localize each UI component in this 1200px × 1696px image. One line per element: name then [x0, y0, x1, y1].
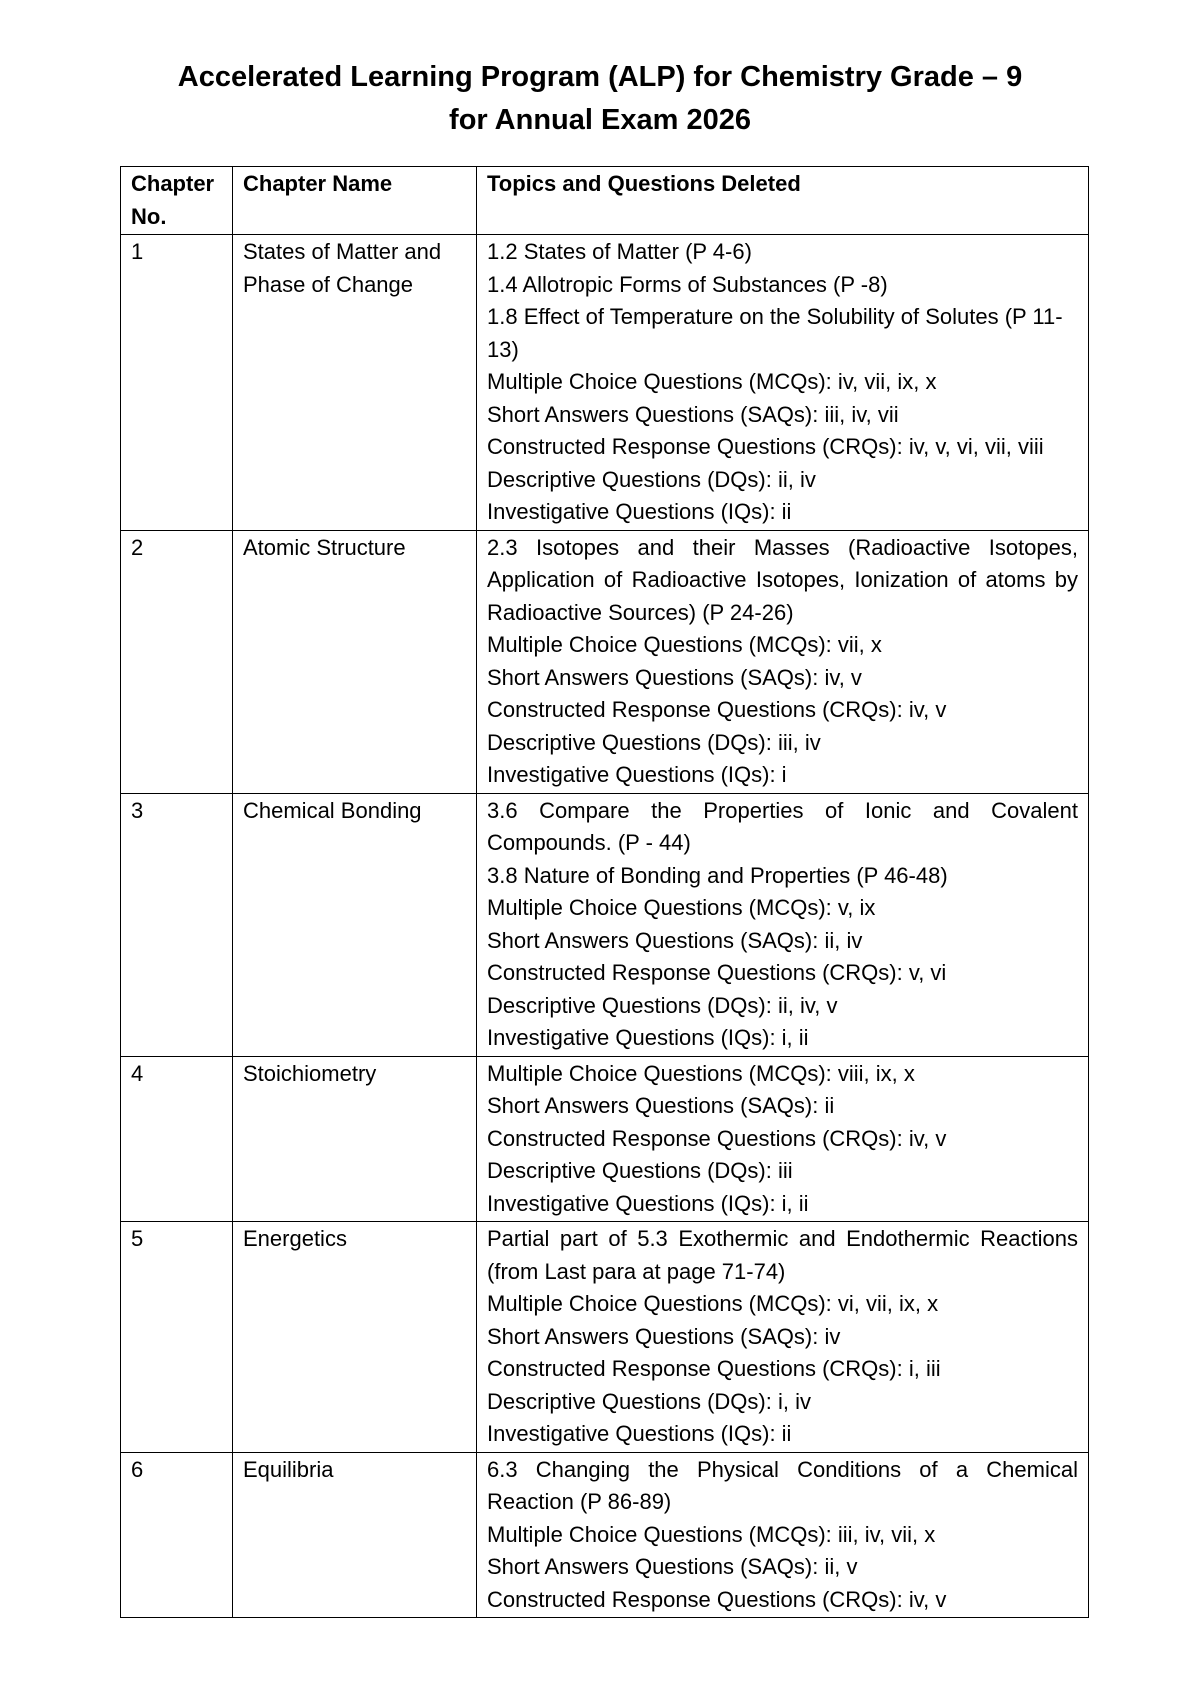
topic-line: 1.4 Allotropic Forms of Substances (P -8) [487, 271, 888, 297]
topic-line: Investigative Questions (IQs): ii [487, 499, 792, 524]
topic-line: 1.8 Effect of Temperature on the Solubility of Solutes (P 11-13) [487, 304, 1063, 362]
table-row [121, 235, 1089, 531]
topic-line: Investigative Questions (IQs): ii [487, 1421, 792, 1446]
chapter-no-cell: 4 [121, 1056, 233, 1222]
document-title [0, 56, 1200, 142]
topic-line: 3.6 Compare the Properties of Ionic and Covalent Compounds. (P - 44) [487, 797, 1078, 855]
topic-line: Multiple Choice Questions (MCQs): vi, vii, ix, x [487, 1291, 939, 1316]
table-row [121, 1452, 1089, 1618]
chapter-name-cell: Energetics [233, 1222, 477, 1453]
table-row [121, 1056, 1089, 1222]
topic-line: Short Answers Questions (SAQs): iv [487, 1323, 841, 1349]
topics-cell [477, 1056, 1089, 1222]
table-header-row [121, 167, 1089, 235]
chapter-no-cell: 2 [121, 530, 233, 793]
topic-line: Constructed Response Questions (CRQs): i, iii [487, 1356, 941, 1381]
topic-line: Descriptive Questions (DQs): ii, iv [487, 466, 816, 492]
topic-line: Short Answers Questions (SAQs): ii [487, 1093, 835, 1118]
header-topics: Topics and Questions Deleted [477, 167, 1089, 235]
header-chapter-no: Chapter No. [121, 167, 233, 235]
topic-line: 6.3 Changing the Physical Conditions of a Chemical Reaction (P 86-89) [487, 1456, 1078, 1514]
topic-line: Descriptive Questions (DQs): iii [487, 1158, 793, 1183]
topic-line: Constructed Response Questions (CRQs): iv, v [487, 1125, 947, 1151]
topic-line: 3.8 Nature of Bonding and Properties (P 46-48) [487, 862, 948, 888]
table-row [121, 793, 1089, 1056]
topics-cell [477, 530, 1089, 793]
topic-line: Short Answers Questions (SAQs): ii, iv [487, 927, 863, 953]
deleted-topics-table [120, 166, 1089, 1618]
chapter-name-cell: Stoichiometry [233, 1056, 477, 1222]
topic-line: Multiple Choice Questions (MCQs): iii, iv, vii, x [487, 1521, 936, 1547]
topics-cell [477, 235, 1089, 531]
topic-line: Multiple Choice Questions (MCQs): viii, ix, x [487, 1060, 915, 1086]
header-chapter-name: Chapter Name [233, 167, 477, 235]
chapter-name-cell: Chemical Bonding [233, 793, 477, 1056]
topic-line: Investigative Questions (IQs): i, ii [487, 1190, 809, 1216]
chapter-name-cell: States of Matter and Phase of Change [233, 235, 477, 531]
topic-line: 2.3 Isotopes and their Masses (Radioactive Isotopes, Application of Radioactive Isotopes, Ionization of atoms by Radioactive Sources) (P 24-26) [487, 534, 1078, 625]
chapter-name-cell: Atomic Structure [233, 530, 477, 793]
topic-line: Short Answers Questions (SAQs): iii, iv, vii [487, 401, 899, 427]
topic-line: Multiple Choice Questions (MCQs): v, ix [487, 895, 876, 920]
chapter-no-cell: 6 [121, 1452, 233, 1618]
topic-line: Multiple Choice Questions (MCQs): vii, x [487, 632, 882, 657]
topic-line: 1.2 States of Matter (P 4-6) [487, 239, 752, 264]
chapter-name-cell: Equilibria [233, 1452, 477, 1618]
table-row [121, 1222, 1089, 1453]
topic-line: Constructed Response Questions (CRQs): iv, v [487, 697, 947, 722]
topic-line: Investigative Questions (IQs): i [487, 762, 787, 787]
topic-line: Constructed Response Questions (CRQs): iv, v [487, 1586, 947, 1612]
topics-cell [477, 1222, 1089, 1453]
topic-line: Investigative Questions (IQs): i, ii [487, 1025, 809, 1050]
topic-line: Descriptive Questions (DQs): ii, iv, v [487, 992, 838, 1018]
chapter-no-cell: 1 [121, 235, 233, 531]
topic-line: Multiple Choice Questions (MCQs): iv, vii, ix, x [487, 369, 937, 394]
topic-line: Partial part of 5.3 Exothermic and Endothermic Reactions (from Last para at page 71-74) [487, 1226, 1078, 1284]
topic-line: Descriptive Questions (DQs): i, iv [487, 1388, 811, 1414]
table-row [121, 530, 1089, 793]
title-line-2: for Annual Exam 2026 [449, 104, 751, 136]
topic-line: Short Answers Questions (SAQs): iv, v [487, 664, 862, 690]
chapter-no-cell: 5 [121, 1222, 233, 1453]
topic-line: Descriptive Questions (DQs): iii, iv [487, 729, 821, 755]
topics-cell [477, 793, 1089, 1056]
topic-line: Short Answers Questions (SAQs): ii, v [487, 1554, 858, 1579]
chapter-no-cell: 3 [121, 793, 233, 1056]
topics-cell [477, 1452, 1089, 1618]
topic-line: Constructed Response Questions (CRQs): v, vi [487, 960, 947, 985]
topic-line: Constructed Response Questions (CRQs): iv, v, vi, vii, viii [487, 434, 1044, 459]
title-line-1: Accelerated Learning Program (ALP) for Chemistry Grade – 9 [177, 61, 1023, 93]
